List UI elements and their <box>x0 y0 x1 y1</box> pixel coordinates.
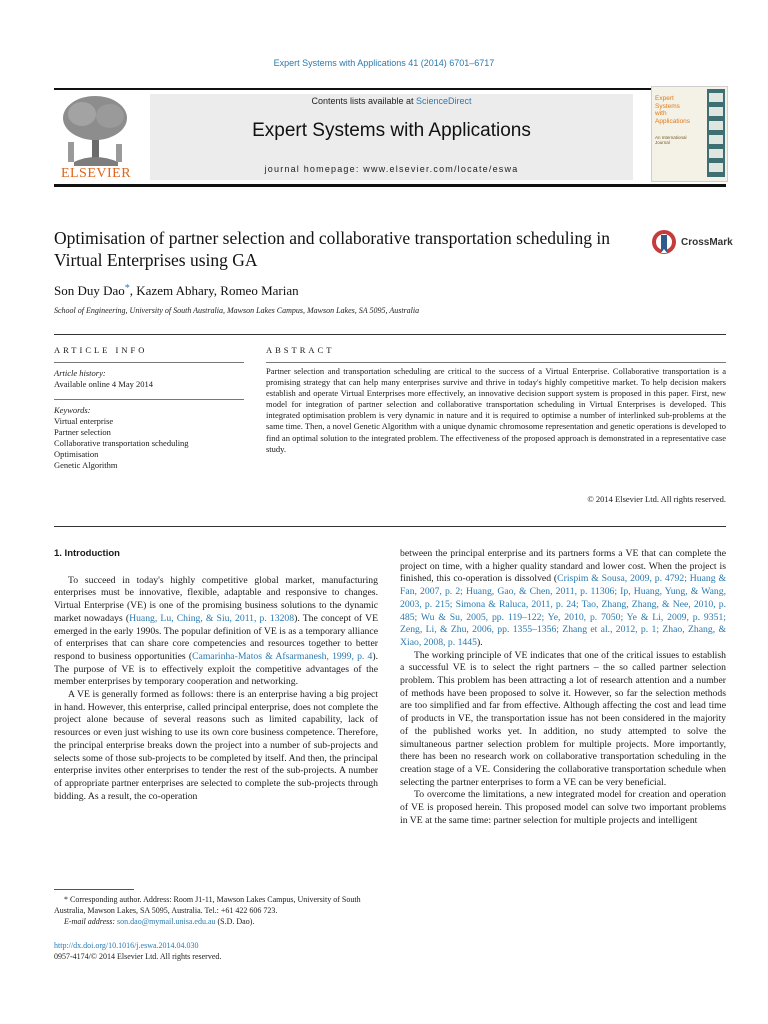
journal-reference-link[interactable]: Expert Systems with Applications 41 (2014) 6701–6717 <box>273 58 495 68</box>
paragraph-text: ). The concept of VE emerged in the early 1990s. The popular definition of VE is as a temporary alliance of enterprises that can share core competencies and resources together to better respond to business opportunities ( <box>54 612 378 662</box>
citation-link[interactable]: Crispim & Sousa, 2009, p. 4792; Huang & Fan, 2007, p. 2; Huang, Gao, & Chen, 2011, p. 11306; Ip, Huang, Yung, & Wang, 2003, p. 215; Simona & Raluca, 2011, p. 24; Tao, Zhang, Zhang, & Nee, 2010, p. 485; Wu & Su, 2005, pp. 119–122; Ye, 2010, p. 7050; Ye & Li, 2009, p. 9351; Zeng, Li, & Zhu, 2006, pp. 1355–1356; Zhang et al., 2012, p. 1; Zhao, Zhang, & Xiao, 2008, p. 1445 <box>400 573 726 648</box>
contents-prefix: Contents lists available at <box>311 96 417 106</box>
cover-figure <box>709 149 723 158</box>
crossmark-icon <box>651 229 677 257</box>
homepage-prefix: journal homepage: <box>264 164 364 174</box>
abstract-heading: ABSTRACT <box>266 345 335 355</box>
cover-title-line: Expert <box>655 95 674 102</box>
paragraph-text: To succeed in today's highly competitive global market, manufacturing enterprises must be innovative, flexible, adaptable and responsive to changes. Virtual Enterprise (VE) is one of the promising business solutions to the dynamic market nowadays ( <box>54 574 378 624</box>
header-bottom-rule <box>54 184 726 187</box>
article-info-rule <box>54 399 244 400</box>
keywords-label: Keywords: <box>54 405 91 415</box>
body-column-right <box>400 548 726 827</box>
paragraph-text: between the principal enterprise and its partners forms a VE that can complete the project on time, with a higher quality standard and lower cost. When the project is finished, this co-operation is dissolved ( <box>400 548 726 585</box>
contents-line <box>150 96 633 106</box>
cover-subtitle: An International Journal <box>655 135 687 145</box>
crossmark-label: CrossMark <box>681 237 733 248</box>
corresponding-author-marker[interactable]: * <box>124 283 130 294</box>
footnote-text: Corresponding author. Address: Room J1-11, Mawson Lakes Campus, University of South Australia, Mawson Lakes, SA 5095, Australia. Tel.: +61 422 606 723. <box>54 895 361 915</box>
email-label: E-mail address: <box>64 917 118 926</box>
journal-homepage <box>150 164 633 174</box>
cover-figure <box>709 163 723 172</box>
paragraph: A VE is generally formed as follows: there is an enterprise having a big project in hand. However, this enterprise, called principal enterprise, does not complete the project alone because of several reasons such as limited capability, lack of resources or even just wishing to use its own core business competence. Therefore, the principal enterprise breaks down the project into a number of sub-projects and selects some of those sub-projects to be completed by itself. And then, the principal enterprise invites other enterprises to tender the rest of the sub-projects. A number of appropriate partner enterprises are selected to complete the sub-projects through bidding. As a result, the co-operation <box>54 689 378 802</box>
author-names: , Kazem Abhary, Romeo Marian <box>129 283 299 298</box>
citation-link[interactable]: Camarinha-Matos & Afsarmanesh, 1999, p. 4 <box>192 650 373 662</box>
journal-masthead <box>150 94 633 180</box>
footnote-email <box>54 916 378 927</box>
history-value: Available online 4 May 2014 <box>54 379 153 389</box>
journal-cover-thumbnail[interactable] <box>651 86 728 182</box>
cover-title-line: Applications <box>655 117 691 125</box>
paragraph <box>54 575 378 689</box>
header-top-rule <box>54 88 726 90</box>
author-list <box>54 283 299 299</box>
article-info-heading: ARTICLE INFO <box>54 345 148 355</box>
cover-figure <box>709 107 723 116</box>
article-history <box>54 368 244 390</box>
cover-figure <box>709 93 723 102</box>
abstract-rule <box>266 362 726 363</box>
footnote-corresponding <box>54 894 378 916</box>
footnote <box>54 894 378 927</box>
footnote-rule <box>54 889 134 890</box>
homepage-url-link[interactable]: www.elsevier.com/locate/eswa <box>363 164 519 174</box>
body-column-left <box>54 548 378 803</box>
paper-title: Optimisation of partner selection and collaborative transportation scheduling in Virtual Enterprises using GA <box>54 228 610 270</box>
cover-figure <box>709 135 723 144</box>
paragraph <box>400 548 726 650</box>
keyword: Optimisation <box>54 449 99 459</box>
author-name: Son Duy Dao <box>54 283 125 298</box>
journal-title: Expert Systems with Applications <box>252 120 531 141</box>
cover-figure <box>709 121 723 130</box>
crossmark-button[interactable] <box>651 229 733 259</box>
cover-title-line: Systems <box>655 102 680 110</box>
section-rule <box>54 334 726 335</box>
doi-link[interactable]: http://dx.doi.org/10.1016/j.eswa.2014.04.030 <box>54 941 199 950</box>
paragraph-text: ). <box>476 636 483 648</box>
keyword: Partner selection <box>54 427 111 437</box>
history-label: Article history: <box>54 368 106 378</box>
email-link[interactable]: son.dao@mymail.unisa.edu.au <box>117 917 216 926</box>
publisher-name: ELSEVIER <box>60 166 132 181</box>
keyword: Genetic Algorithm <box>54 460 118 470</box>
email-suffix: (S.D. Dao). <box>215 917 255 926</box>
doi-block <box>54 940 221 962</box>
paragraph-text: ). The purpose of VE is to effectively exploit the competitive advantages of the member enterprises by temporary cooperation and networking. <box>54 650 379 688</box>
paragraph: The working principle of VE indicates that one of the critical issues to establish a successful VE is to select the right partners – the so called partner selection problem. This problem has been attracting a lot of research attention and a number of methods have been proposed to solve it. However, so far the selection methods are too simplified and far from effective. Although affecting the cost and lead time of products in VE, the transportation issue has not been considered in the majority of the published works yet. In addition, no study attempted to solve the simultaneous partner selection problem for multiple projects. More importantly, there has been no research work on collaborative transportation scheduling in the creation stage of a VE. Considering the collaborative transportation schedule when selecting the partner enterprises to form a VE can be very beneficial. <box>400 649 726 788</box>
abstract-copyright: © 2014 Elsevier Ltd. All rights reserved. <box>587 494 726 504</box>
sciencedirect-link[interactable]: ScienceDirect <box>416 96 472 106</box>
keywords <box>54 405 244 471</box>
paragraph: To overcome the limitations, a new integrated model for creation and operation of VE is proposed herein. This proposed model can solve two important problems in VE at the same time: partner selection for multiple projects and intelligent <box>400 789 726 826</box>
keyword: Virtual enterprise <box>54 416 114 426</box>
article-info-rule <box>54 362 244 363</box>
section-rule <box>54 526 726 527</box>
citation-link[interactable]: Huang, Lu, Ching, & Siu, 2011, p. 13208 <box>129 612 295 624</box>
issn-copyright: 0957-4174/© 2014 Elsevier Ltd. All rights reserved. <box>54 952 222 961</box>
keyword: Collaborative transportation scheduling <box>54 438 189 448</box>
affiliation: School of Engineering, University of South Australia, Mawson Lakes Campus, Mawson Lakes, SA 5095, Australia <box>54 306 420 315</box>
footnote-marker: * <box>64 895 68 904</box>
abstract-text: Partner selection and transportation scheduling are critical to the success of a Virtual Enterprise. Collaborative transportation is a promising strategy that can help many enterprises survive and thrive in today's highly competitive market. To help decision makers establish and operate Virtual Enterprises more effectively, an innovative decision support system is proposed in this paper. First, new model for integration of partner selection and collaborative transportation scheduling in Virtual Enterprises is developed. This integrated optimisation problem is very dynamic in nature and it is required to optimise a number of interlinked sub-problems at the same time. Then, a novel Genetic Algorithm with a unique dynamic chromosome representation and genetic operations is developed to find an optimal solution to the integrated problem. The effectiveness of the proposed approach is demonstrated in a representative case study. <box>266 366 726 454</box>
cover-title-line: with <box>655 110 667 117</box>
section-heading: 1. Introduction <box>54 548 120 559</box>
cover-title <box>655 95 690 125</box>
